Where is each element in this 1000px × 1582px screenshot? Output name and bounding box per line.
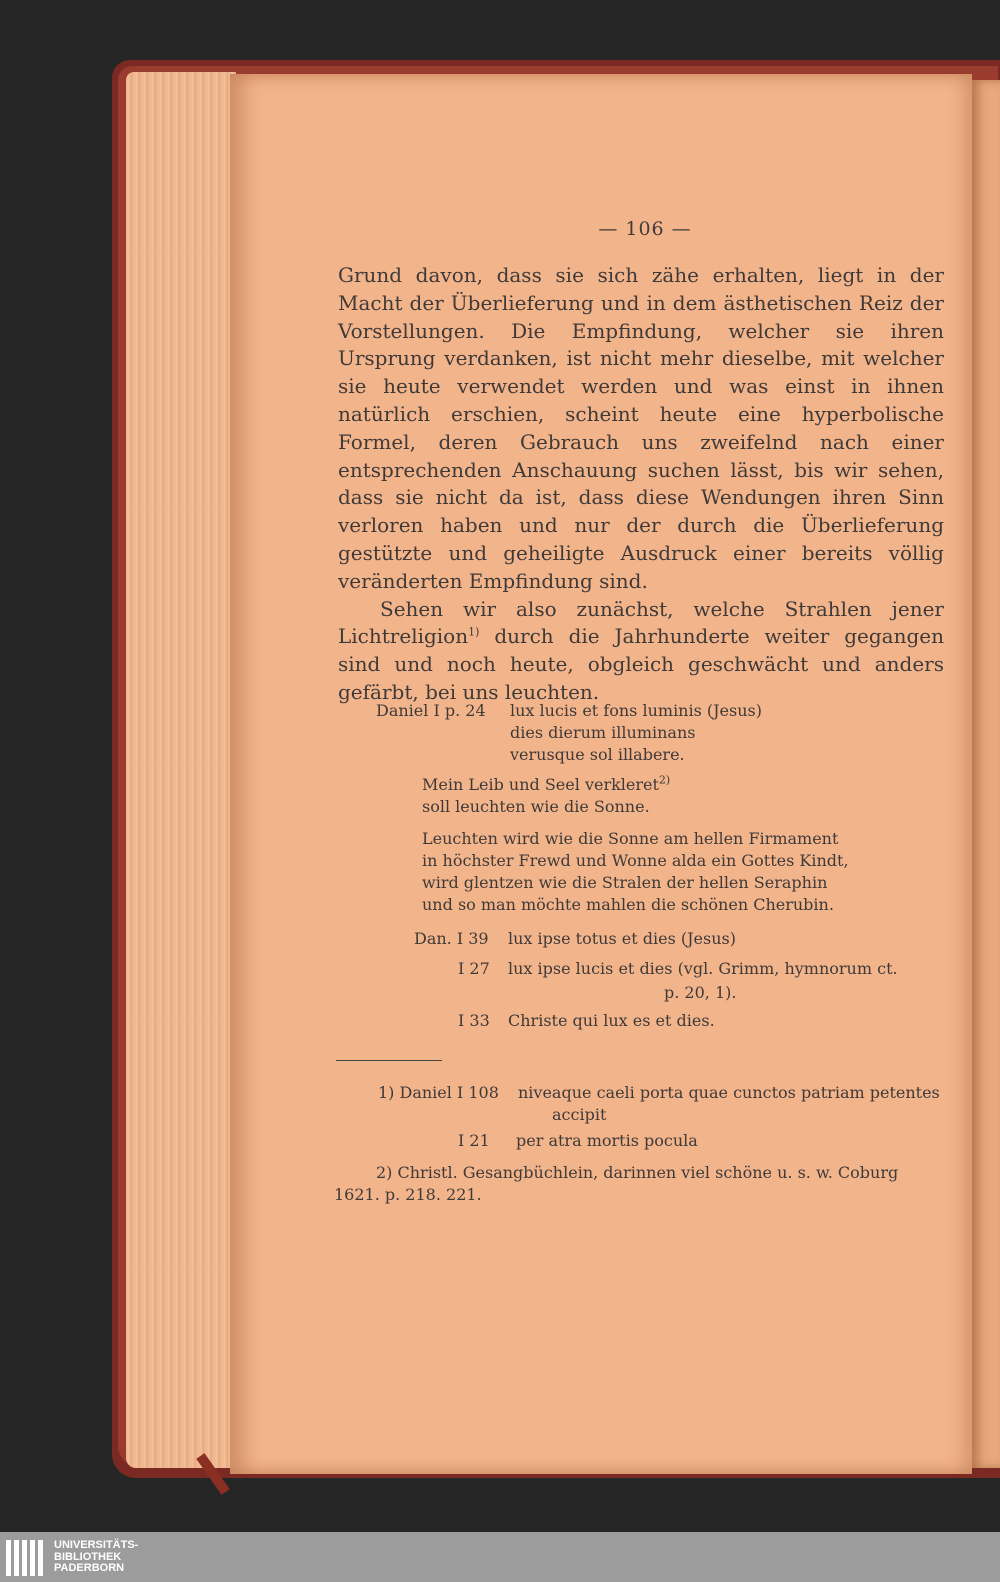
footnote-ref-2: 2) <box>658 773 671 787</box>
quote-3-line-4: und so man möchte mahlen die schönen Cherubin. <box>422 895 834 914</box>
library-logo-icon <box>6 1540 48 1576</box>
library-logo-text <box>54 1540 138 1575</box>
quote-2-line-2: soll leuchten wie die Sonne. <box>422 797 650 816</box>
footnote-1-text-2: accipit <box>552 1105 607 1124</box>
footnote-1-ref: 1) Daniel I 108 <box>378 1083 499 1102</box>
quote-3-line-1: Leuchten wird wie die Sonne am hellen Firmament <box>422 829 839 848</box>
page-number: — 106 — <box>598 218 692 240</box>
quote-1-line-3: verusque sol illabere. <box>510 745 685 764</box>
footnote-1-text: niveaque caeli porta quae cunctos patriam petentes <box>518 1083 940 1102</box>
quote-2-text: Mein Leib und Seel verkleret <box>422 775 659 794</box>
quote-5-ref: I 27 <box>458 959 490 978</box>
quote-6-ref: I 33 <box>458 1011 490 1030</box>
library-footer <box>0 1532 1000 1582</box>
quote-1-line-2: dies dierum illuminans <box>510 723 696 742</box>
quote-3-line-3: wird glentzen wie die Stralen der hellen Seraphin <box>422 873 828 892</box>
footnote-divider <box>336 1060 442 1061</box>
footnote-2-line-1: 2) Christl. Gesangbüchlein, darinnen viel schöne u. s. w. Coburg <box>376 1163 899 1182</box>
paragraph-2-end: durch die Jahrhunderte weiter gegangen sind und noch heute, obgleich geschwächt und anders gefärbt, bei uns leuchten. <box>338 624 944 704</box>
quote-3-line-2: in höchster Frewd und Wonne alda ein Gottes Kindt, <box>422 851 849 870</box>
library-name-line-2: BIBLIOTHEK <box>54 1550 122 1563</box>
quote-5-text-2: p. 20, 1). <box>664 983 737 1002</box>
paragraph-1: Grund davon, dass sie sich zähe erhalten, liegt in der Macht der Überlieferung und in dem ästhetischen Reiz der Vorstellungen. Die Empfindung, welcher sie ihren Ursprung verdanken, ist nicht mehr dieselbe, mit welcher sie heute verwendet werden und was einst in ihnen natürlich erschien, scheint heute eine hyperbolische Formel, deren Gebrauch uns zweifelnd nach einer entsprechenden Anschauung suchen lässt, bis wir sehen, dass sie nicht da ist, dass diese Wendungen ihren Sinn verloren haben und nur der durch die Überlieferung gestützte und geheiligte Ausdruck einer bereits völlig veränderten Empfindung sind. <box>338 263 944 593</box>
quote-2-line-1 <box>422 774 670 796</box>
library-name-line-1: UNIVERSITÄTS- <box>54 1539 139 1551</box>
footnote-2-line-2: 1621. p. 218. 221. <box>334 1185 482 1204</box>
quote-1-ref: Daniel I p. 24 <box>376 701 486 720</box>
library-name-line-3: PADERBORN <box>54 1562 125 1574</box>
paragraph-2-start: Sehen wir also zunächst, welche Strahlen jener Lichtreligion <box>338 596 944 649</box>
page-stack <box>126 72 236 1468</box>
footnote-ref-1: 1) <box>468 625 480 639</box>
quote-1-line-1: lux lucis et fons luminis (Jesus) <box>510 701 762 720</box>
footnote-1b-text: per atra mortis pocula <box>516 1131 698 1150</box>
quote-5-text: lux ipse lucis et dies (vgl. Grimm, hymnorum ct. <box>508 959 898 978</box>
quote-4-text: lux ipse totus et dies (Jesus) <box>508 929 736 948</box>
quote-6-text: Christe qui lux es et dies. <box>508 1011 715 1030</box>
next-page-edge <box>970 80 1000 1468</box>
footnote-1b-ref: I 21 <box>458 1131 490 1150</box>
quote-4-ref: Dan. I 39 <box>414 929 489 948</box>
paragraph-2 <box>338 596 944 707</box>
body-text <box>338 262 944 707</box>
